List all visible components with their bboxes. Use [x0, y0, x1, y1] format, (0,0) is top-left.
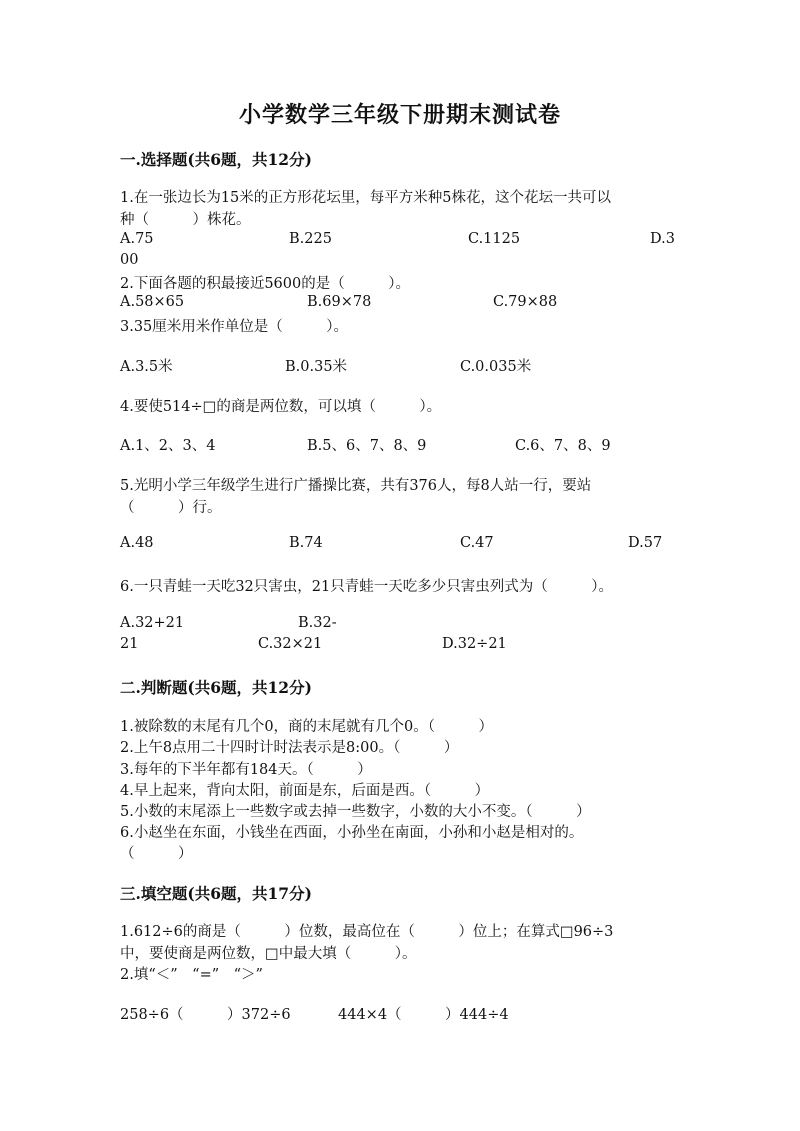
q1-option-c: C.1125 — [468, 231, 521, 247]
q2-option-b: B.69×78 — [307, 294, 372, 310]
fill-q1-line1: 1.612÷6的商是（ ）位数，最高位在（ ）位上；在算式□96÷3 — [120, 924, 614, 940]
page-title: 小学数学三年级下册期末测试卷 — [238, 102, 562, 128]
q1-option-d: D.3 — [650, 231, 675, 247]
q6-option-b-cont: 21 — [120, 636, 139, 652]
q4-option-a: A.1、2、3、4 — [120, 438, 216, 454]
q3-option-c: C.0.035米 — [460, 359, 532, 375]
q4-option-b: B.5、6、7、8、9 — [307, 438, 427, 454]
section-heading-fill: 三.填空题(共6题，共17分) — [120, 884, 312, 903]
judgement-item-2: 2.上午8点用二十四时计时法表示是8:00。（ ） — [120, 740, 459, 756]
q1-option-b: B.225 — [289, 231, 332, 247]
fill-q1-line2: 中，要使商是两位数，□中最大填（ ）。 — [120, 946, 417, 962]
q5-option-b: B.74 — [289, 535, 323, 551]
fill-q2-stem: 2.填“＜” “=” “＞” — [120, 967, 263, 983]
q2-option-c: C.79×88 — [493, 294, 558, 310]
judgement-item-6: 6.小赵坐在东面，小钱坐在西面，小孙坐在南面，小孙和小赵是相对的。 — [120, 825, 584, 841]
q1-stem-line2: 种（ ）株花。 — [120, 212, 251, 228]
q3-stem: 3.35厘米用米作单位是（ ）。 — [120, 319, 349, 335]
q1-option-a: A.75 — [120, 231, 154, 247]
judgement-item-3: 3.每年的下半年都有184天。（ ） — [120, 762, 372, 778]
q6-stem: 6.一只青蛙一天吃32只害虫，21只青蛙一天吃多少只害虫列式为（ ）。 — [120, 579, 613, 595]
judgement-item-5: 5.小数的末尾添上一些数字或去掉一些数字，小数的大小不变。（ ） — [120, 804, 591, 820]
fill-q2-part-a: 258÷6（ ）372÷6 — [120, 1007, 291, 1023]
q6-option-b: B.32- — [298, 615, 337, 631]
q1-stem-line1: 1.在一张边长为15米的正方形花坛里，每平方米种5株花，这个花坛一共可以 — [120, 190, 612, 206]
judgement-item-1: 1.被除数的末尾有几个0，商的末尾就有几个0。（ ） — [120, 719, 494, 735]
q5-option-d: D.57 — [628, 535, 663, 551]
q5-option-c: C.47 — [460, 535, 494, 551]
q6-option-d: D.32÷21 — [442, 636, 507, 652]
judgement-item-4: 4.早上起来，背向太阳，前面是东，后面是西。（ ） — [120, 783, 490, 799]
fill-q2-part-b: 444×4（ ）444÷4 — [338, 1007, 509, 1023]
q6-option-c: C.32×21 — [258, 636, 323, 652]
judgement-item-6-cont: （ ） — [120, 846, 193, 862]
q2-option-a: A.58×65 — [120, 294, 185, 310]
q5-stem-line1: 5.光明小学三年级学生进行广播操比赛，共有376人，每8人站一行，要站 — [120, 478, 592, 494]
q4-option-c: C.6、7、8、9 — [515, 438, 611, 454]
q3-option-a: A.3.5米 — [120, 359, 173, 375]
q1-option-d-cont: 00 — [120, 252, 139, 268]
q5-option-a: A.48 — [120, 535, 154, 551]
q3-option-b: B.0.35米 — [285, 359, 348, 375]
q6-option-a: A.32+21 — [120, 615, 185, 631]
section-heading-choice: 一.选择题(共6题，共12分) — [120, 150, 312, 169]
q2-stem: 2.下面各题的积最接近5600的是（ ）。 — [120, 276, 410, 292]
q4-stem: 4.要使514÷□的商是两位数，可以填（ ）。 — [120, 399, 442, 415]
q5-stem-line2: （ ）行。 — [120, 500, 222, 516]
section-heading-judgement: 二.判断题(共6题，共12分) — [120, 678, 312, 697]
